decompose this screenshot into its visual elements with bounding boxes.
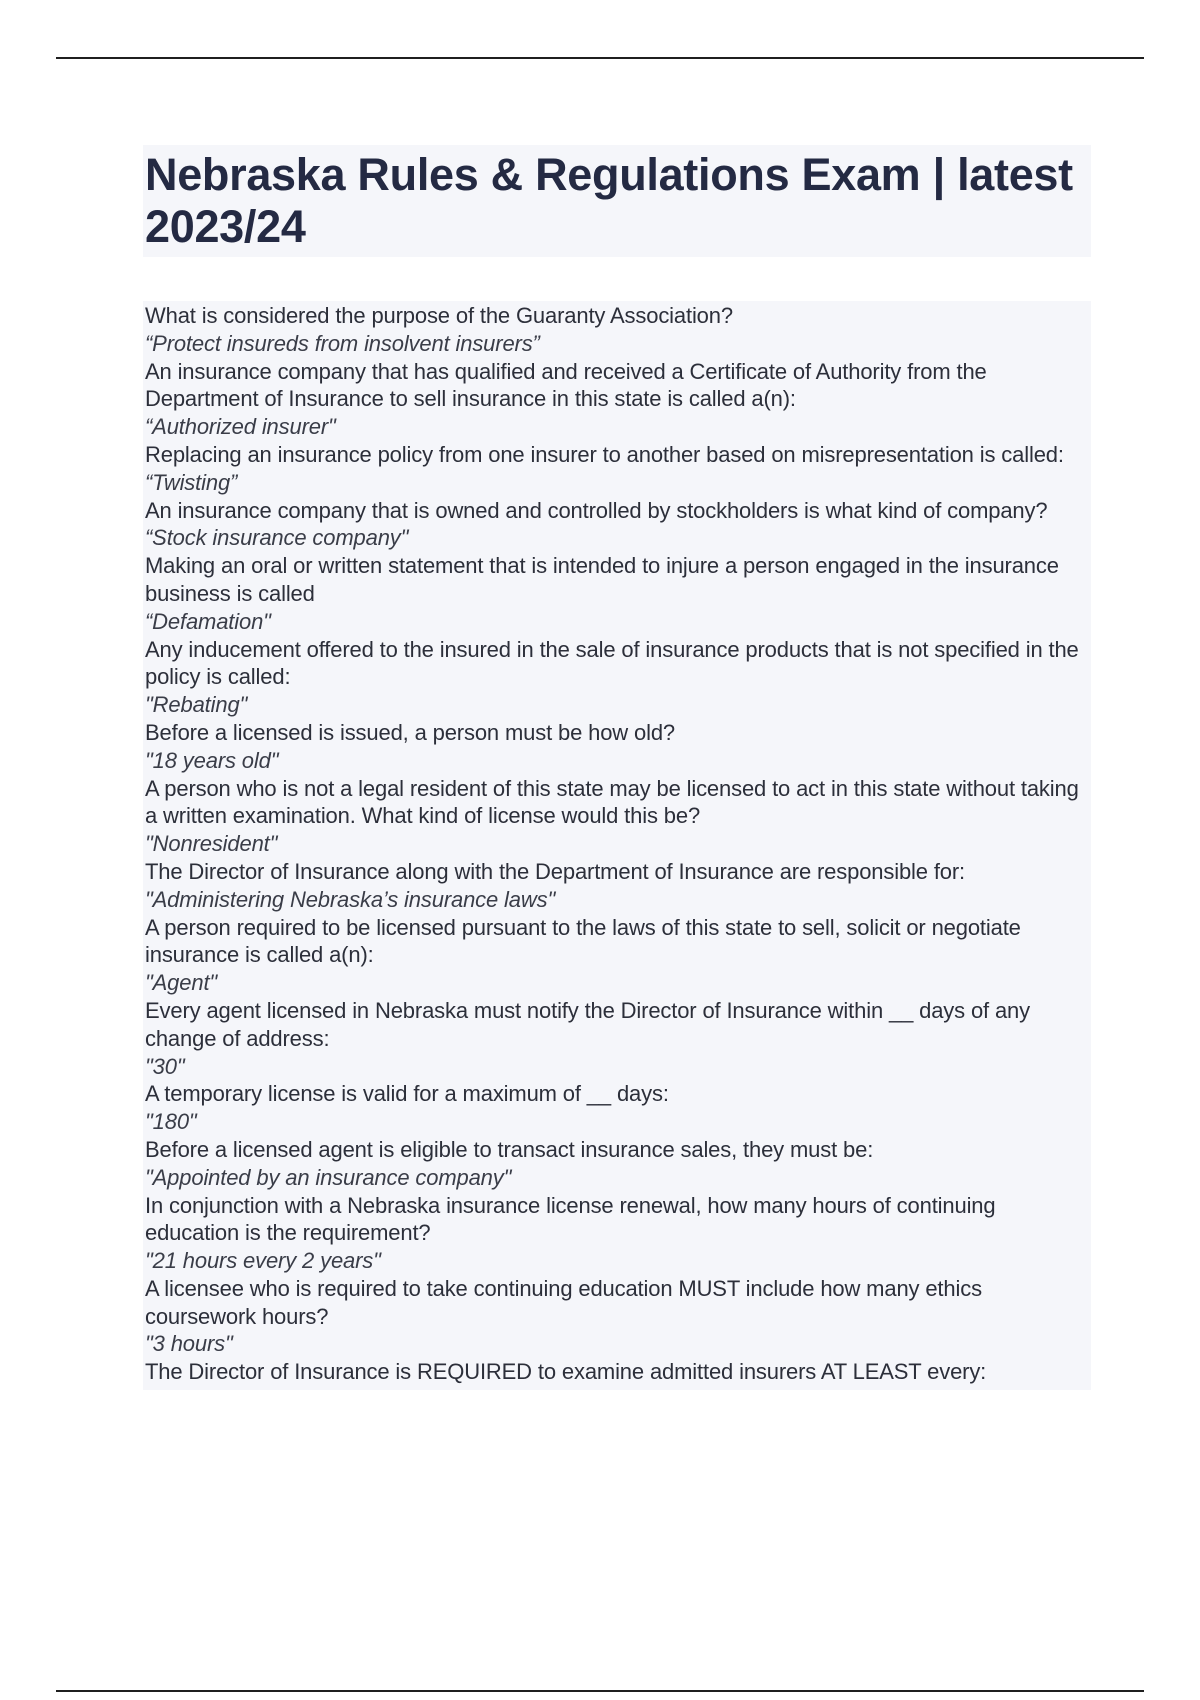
answer-text: “Twisting” [145, 469, 238, 495]
qa-item [145, 1358, 1089, 1386]
answer-text: "Rebating" [145, 692, 248, 718]
qa-list [143, 301, 1091, 1390]
question-text: Every agent licensed in Nebraska must notify the Director of Insurance within __ days of any change of address: [145, 997, 1030, 1051]
qa-item [145, 497, 1089, 553]
qa-item [145, 1192, 1089, 1275]
question-text: An insurance company that is owned and controlled by stockholders is what kind of company? [145, 497, 1048, 523]
answer-text: "Nonresident" [145, 831, 278, 857]
question-text: A person required to be licensed pursuant to the laws of this state to sell, solicit or negotiate insurance is called a(n): [145, 914, 1021, 968]
qa-item [145, 1275, 1089, 1358]
answer-text: “Protect insureds from insolvent insurers” [145, 330, 540, 356]
qa-item [145, 775, 1089, 858]
question-text: The Director of Insurance along with the Department of Insurance are responsible for: [145, 858, 966, 884]
question-text: Replacing an insurance policy from one insurer to another based on misrepresentation is called: [145, 441, 1064, 467]
title-block [143, 145, 1091, 257]
question-text: Before a licensed agent is eligible to transact insurance sales, they must be: [145, 1136, 874, 1162]
answer-text: "Appointed by an insurance company" [145, 1164, 512, 1190]
answer-text: "Administering Nebraska’s insurance laws" [145, 886, 556, 912]
answer-text: "3 hours" [145, 1331, 233, 1357]
question-text: What is considered the purpose of the Guaranty Association? [145, 303, 733, 328]
question-text: Any inducement offered to the insured in the sale of insurance products that is not specified in the policy is called: [145, 636, 1079, 690]
qa-item [145, 1136, 1089, 1192]
qa-item [145, 1080, 1089, 1136]
question-text: A person who is not a legal resident of this state may be licensed to act in this state without taking a written examination. What kind of license would this be? [145, 775, 1079, 829]
qa-item [145, 914, 1089, 997]
answer-text: “Stock insurance company" [145, 525, 409, 551]
question-text: An insurance company that has qualified and received a Certificate of Authority from the Department of Insurance to sell insurance in this state is called a(n): [145, 358, 987, 412]
bottom-divider [56, 1690, 1144, 1692]
question-text: Making an oral or written statement that is intended to injure a person engaged in the insurance business is called [145, 553, 1059, 606]
question-text: A temporary license is valid for a maximum of __ days: [145, 1081, 669, 1107]
question-text: Before a licensed is issued, a person must be how old? [145, 719, 675, 745]
answer-text: "21 hours every 2 years" [145, 1248, 381, 1274]
qa-item [145, 636, 1089, 719]
qa-item [145, 997, 1089, 1080]
document-title: Nebraska Rules & Regulations Exam | latest 2023/24 [145, 149, 1073, 252]
qa-item [145, 552, 1089, 635]
answer-text: “Authorized insurer" [145, 414, 336, 440]
question-text: The Director of Insurance is REQUIRED to examine admitted insurers AT LEAST every: [145, 1359, 987, 1385]
qa-item [145, 858, 1089, 914]
answer-text: "Agent" [145, 970, 218, 996]
qa-item [145, 441, 1089, 497]
answer-text: "30" [145, 1053, 185, 1079]
qa-item [145, 719, 1089, 775]
answer-text: "18 years old" [145, 747, 279, 773]
answer-text: “Defamation" [145, 608, 271, 634]
top-divider [56, 57, 1144, 59]
qa-item [145, 302, 1089, 358]
question-text: A licensee who is required to take continuing education MUST include how many ethics coursework hours? [145, 1275, 982, 1329]
question-text: In conjunction with a Nebraska insurance license renewal, how many hours of continuing education is the requirement? [145, 1192, 996, 1246]
answer-text: "180" [145, 1109, 197, 1135]
qa-item [145, 358, 1089, 441]
